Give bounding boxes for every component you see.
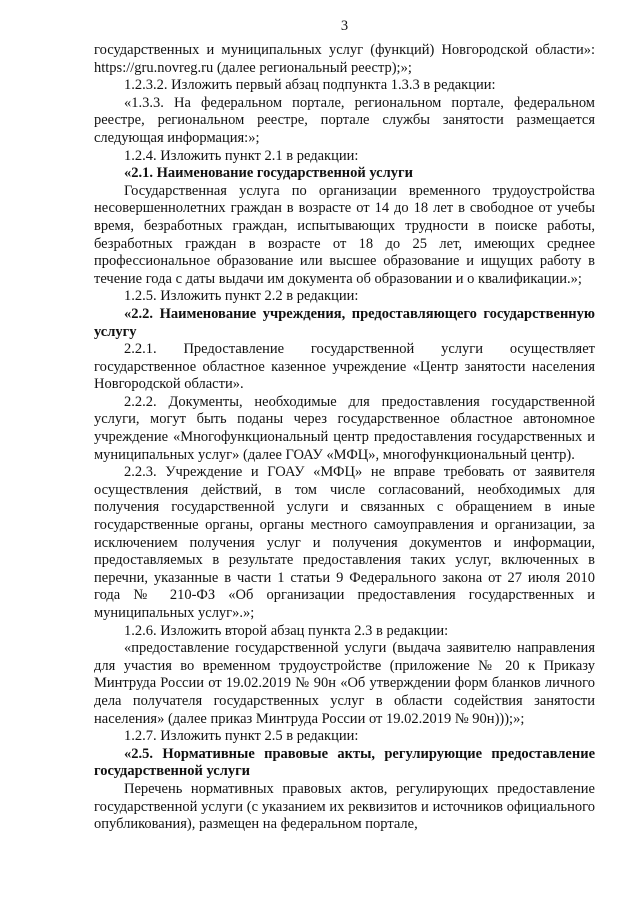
section-heading: «2.1. Наименование государственной услуги: [124, 165, 413, 182]
paragraph: «1.3.3. На федеральном портале, региональном портале, федеральном реестре, региональном реестре, портале службы занятости размещается следующая информация:»;: [94, 94, 595, 146]
paragraph: 1.2.4. Изложить пункт 2.1 в редакции:: [124, 147, 359, 164]
paragraph: 2.2.1. Предоставление государственной услуги осуществляет государственное областное казенное учреждение «Центр занятости населения Новгородской области».: [94, 341, 595, 393]
paragraph: государственных и муниципальных услуг (функций) Новгородской области»: https://gru.novreg.ru (далее региональный реестр);»;: [94, 42, 595, 76]
page-number: 3: [340, 18, 349, 34]
paragraph: 1.2.7. Изложить пункт 2.5 в редакции:: [124, 728, 359, 745]
paragraph: 2.2.2. Документы, необходимые для предоставления государственной услуги, могут быть поданы через государственное областное автономное учреждение «Многофункциональный центр предоставления государственных и муниципальных услуг» (далее ГОАУ «МФЦ», многофункциональный центр).: [94, 393, 595, 463]
paragraph: 1.2.3.2. Изложить первый абзац подпункта 1.3.3 в редакции:: [124, 77, 496, 94]
paragraph: Государственная услуга по организации временного трудоустройства несовершеннолетних граждан в возрасте от 14 до 18 лет в свободное от учебы время, безработных граждан, испытывающих трудности в поиске работы, безработных граждан в возрасте от 18 до 25 лет, имеющих среднее профессиональное образование или высшее образование и ищущих работу в течение года с даты выдачи им документа об образовании и о квалификации.»;: [94, 182, 595, 287]
section-heading: «2.2. Наименование учреждения, предоставляющего государственную услугу: [94, 305, 595, 340]
paragraph: Перечень нормативных правовых актов, регулирующих предоставление государственной услуги (с указанием их реквизитов и источников официального опубликования), размещен на федеральном портале,: [94, 780, 595, 833]
paragraph: 1.2.6. Изложить второй абзац пункта 2.3 в редакции:: [124, 622, 449, 639]
section-heading: «2.5. Нормативные правовые акты, регулирующие предоставление государственной услуги: [94, 745, 595, 780]
paragraph: «предоставление государственной услуги (выдача заявителю направления для участия во временном трудоустройстве (приложение № 20 к Приказу Минтруда России от 19.02.2019 № 90н «Об утверждении форм бланков личного дела получателя государственных услуг в области содействия занятости населения» (далее приказ Минтруда России от 19.02.2019 № 90н)));»;: [94, 640, 595, 727]
paragraph: 1.2.5. Изложить пункт 2.2 в редакции:: [124, 288, 359, 305]
paragraph: 2.2.3. Учреждение и ГОАУ «МФЦ» не вправе требовать от заявителя осуществления действий, в том числе согласований, необходимых для получения государственной услуги и связанных с обращением в иные государственные органы, органы местного самоуправления и организации, за исключением получения услуг и получения документов и информации, предоставляемых в результате предоставления таких услуг, включенных в перечни, указанные в части 1 статьи 9 Федерального закона от 27 июля 2010 года № 210-ФЗ «Об организации предоставления государственных и муниципальных услуг».»;: [94, 464, 595, 621]
